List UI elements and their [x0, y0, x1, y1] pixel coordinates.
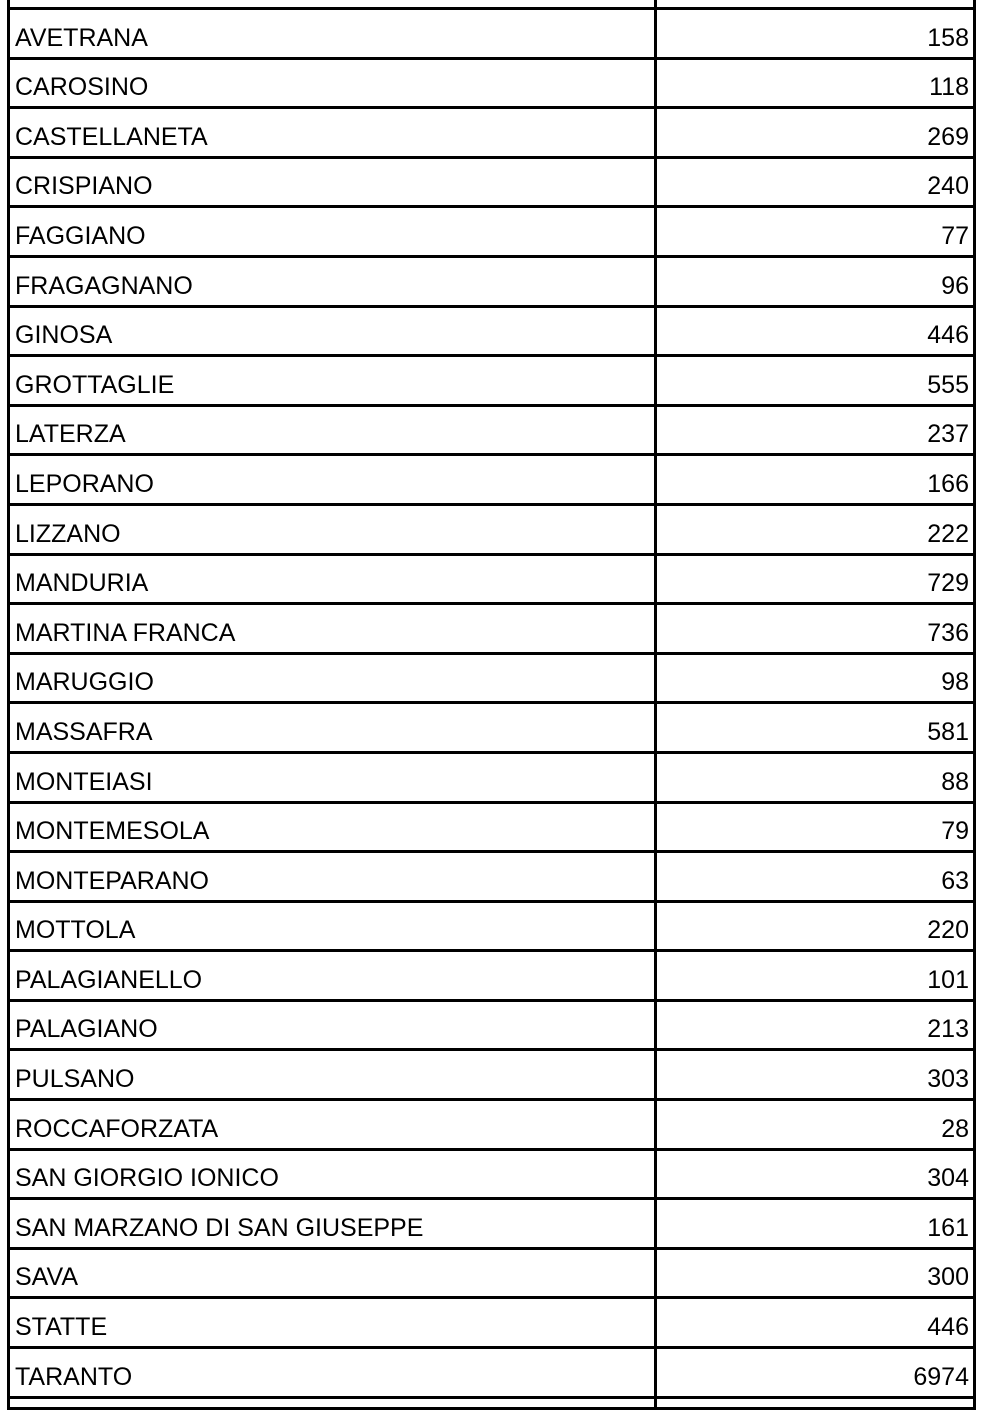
value-cell[interactable]: 222 — [656, 504, 975, 554]
table-row — [9, 405, 975, 455]
value-cell[interactable]: 101 — [656, 951, 975, 1001]
table-row — [9, 604, 975, 654]
value-cell[interactable]: 88 — [656, 752, 975, 802]
table-row — [9, 207, 975, 257]
table-row — [9, 752, 975, 802]
value-cell[interactable]: 446 — [656, 306, 975, 356]
municipality-name-cell[interactable]: CASTELLANETA — [9, 108, 656, 158]
value-cell[interactable]: 269 — [656, 108, 975, 158]
municipality-name-cell[interactable]: ROCCAFORZATA — [9, 1100, 656, 1150]
table-row — [9, 1100, 975, 1150]
municipality-name-cell[interactable]: SAN GIORGIO IONICO — [9, 1149, 656, 1199]
municipality-name-cell[interactable]: PALAGIANO — [9, 1000, 656, 1050]
municipality-name-cell[interactable]: SAVA — [9, 1248, 656, 1298]
value-cell[interactable]: 304 — [656, 1149, 975, 1199]
table-row-partial-bottom — [9, 1397, 975, 1408]
value-cell[interactable]: 220 — [656, 901, 975, 951]
municipality-name-cell[interactable]: MONTEMESOLA — [9, 802, 656, 852]
value-cell[interactable]: 161 — [656, 1199, 975, 1249]
municipality-name-cell[interactable]: FAGGIANO — [9, 207, 656, 257]
value-cell[interactable]: 237 — [656, 405, 975, 455]
table-row — [9, 157, 975, 207]
table-cell-empty[interactable] — [9, 1397, 656, 1408]
municipality-name-cell[interactable]: FRAGAGNANO — [9, 256, 656, 306]
value-cell[interactable]: 213 — [656, 1000, 975, 1050]
table-row — [9, 1149, 975, 1199]
municipality-table — [7, 0, 976, 1410]
value-cell[interactable]: 729 — [656, 554, 975, 604]
table-row — [9, 504, 975, 554]
municipality-name-cell[interactable]: TARANTO — [9, 1348, 656, 1398]
table-row — [9, 703, 975, 753]
value-cell[interactable]: 63 — [656, 852, 975, 902]
table-row — [9, 356, 975, 406]
value-cell[interactable]: 446 — [656, 1298, 975, 1348]
municipality-name-cell[interactable]: CAROSINO — [9, 58, 656, 108]
municipality-name-cell[interactable]: MONTEPARANO — [9, 852, 656, 902]
value-cell[interactable]: 98 — [656, 653, 975, 703]
table-row — [9, 554, 975, 604]
municipality-name-cell[interactable]: MANDURIA — [9, 554, 656, 604]
municipality-name-cell[interactable]: PALAGIANELLO — [9, 951, 656, 1001]
municipality-name-cell[interactable]: MARTINA FRANCA — [9, 604, 656, 654]
municipality-name-cell[interactable]: LIZZANO — [9, 504, 656, 554]
table-row — [9, 256, 975, 306]
value-cell[interactable]: 79 — [656, 802, 975, 852]
municipality-name-cell[interactable]: CRISPIANO — [9, 157, 656, 207]
value-cell[interactable]: 118 — [656, 58, 975, 108]
value-cell[interactable]: 736 — [656, 604, 975, 654]
municipality-name-cell[interactable]: AVETRANA — [9, 9, 656, 59]
table-row — [9, 802, 975, 852]
table-row — [9, 108, 975, 158]
value-cell[interactable]: 166 — [656, 455, 975, 505]
municipality-name-cell[interactable]: LEPORANO — [9, 455, 656, 505]
municipality-name-cell[interactable]: PULSANO — [9, 1050, 656, 1100]
value-cell[interactable]: 303 — [656, 1050, 975, 1100]
table-body — [9, 0, 975, 1408]
table-cell-empty[interactable] — [656, 1397, 975, 1408]
value-cell[interactable]: 77 — [656, 207, 975, 257]
municipality-name-cell[interactable]: GINOSA — [9, 306, 656, 356]
table-row — [9, 306, 975, 356]
municipality-name-cell[interactable]: MOTTOLA — [9, 901, 656, 951]
value-cell[interactable]: 28 — [656, 1100, 975, 1150]
table-row-partial-top — [9, 0, 975, 9]
table-row — [9, 1199, 975, 1249]
value-cell[interactable]: 6974 — [656, 1348, 975, 1398]
municipality-name-cell[interactable]: GROTTAGLIE — [9, 356, 656, 406]
value-cell[interactable]: 581 — [656, 703, 975, 753]
value-cell[interactable]: 240 — [656, 157, 975, 207]
table-row — [9, 1298, 975, 1348]
municipality-name-cell[interactable]: MONTEIASI — [9, 752, 656, 802]
table-row — [9, 1248, 975, 1298]
value-cell[interactable]: 96 — [656, 256, 975, 306]
municipality-name-cell[interactable]: MASSAFRA — [9, 703, 656, 753]
municipality-name-cell[interactable]: MARUGGIO — [9, 653, 656, 703]
municipality-name-cell[interactable]: STATTE — [9, 1298, 656, 1348]
table-cell-empty[interactable] — [656, 0, 975, 9]
table-row — [9, 9, 975, 59]
value-cell[interactable]: 555 — [656, 356, 975, 406]
table-row — [9, 951, 975, 1001]
table-cell-empty[interactable] — [9, 0, 656, 9]
value-cell[interactable]: 300 — [656, 1248, 975, 1298]
table-row — [9, 1050, 975, 1100]
table-row — [9, 852, 975, 902]
table-row — [9, 1348, 975, 1398]
value-cell[interactable]: 158 — [656, 9, 975, 59]
municipality-name-cell[interactable]: LATERZA — [9, 405, 656, 455]
municipality-name-cell[interactable]: SAN MARZANO DI SAN GIUSEPPE — [9, 1199, 656, 1249]
table-row — [9, 1000, 975, 1050]
table-row — [9, 653, 975, 703]
table-row — [9, 901, 975, 951]
table-row — [9, 58, 975, 108]
table-row — [9, 455, 975, 505]
